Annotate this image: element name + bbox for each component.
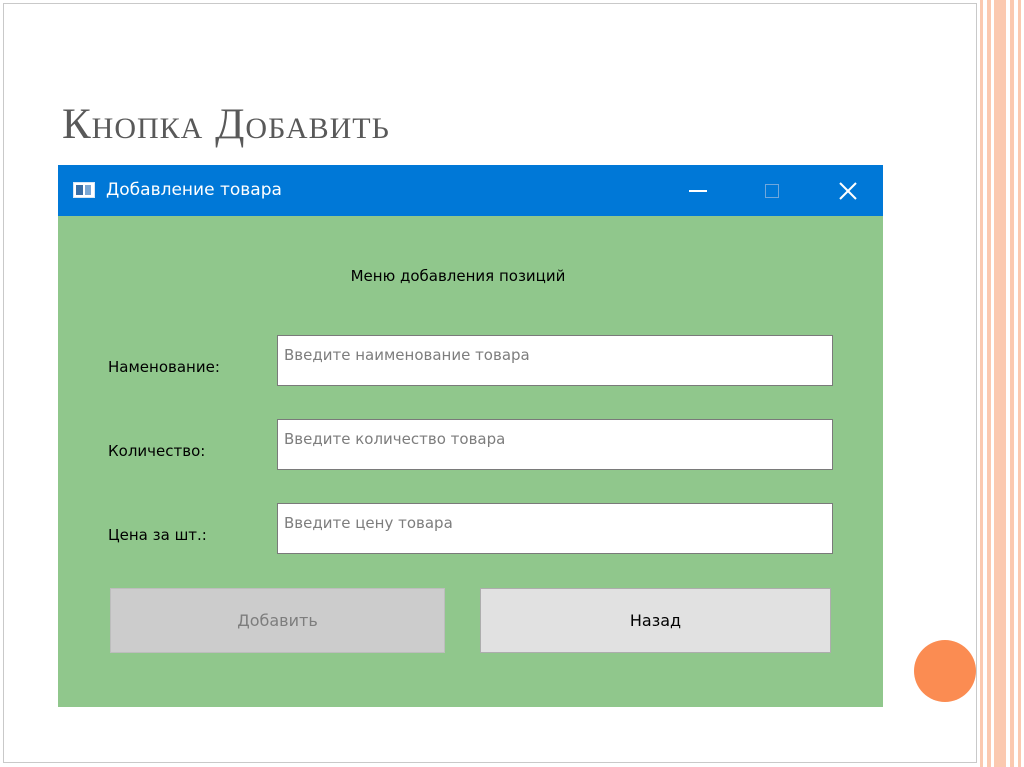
decorative-circle (914, 640, 976, 702)
maximize-icon (765, 184, 779, 198)
minimize-button[interactable] (668, 165, 728, 216)
close-button[interactable] (818, 165, 878, 216)
price-label: Цена за шт.: (108, 526, 207, 544)
name-label: Наменование: (108, 358, 220, 376)
app-icon (73, 182, 95, 198)
close-icon (839, 182, 857, 200)
maximize-button[interactable] (742, 165, 802, 216)
decorative-stripes (980, 0, 1024, 767)
back-button[interactable]: Назад (480, 588, 831, 653)
price-input[interactable] (277, 503, 833, 554)
add-product-dialog (58, 165, 883, 707)
quantity-input[interactable] (277, 419, 833, 470)
form-heading: Меню добавления позиций (350, 267, 566, 285)
window-title: Добавление товара (106, 180, 282, 200)
window-titlebar[interactable] (58, 165, 883, 216)
name-input[interactable] (277, 335, 833, 386)
add-button[interactable]: Добавить (110, 588, 445, 653)
quantity-label: Количество: (108, 442, 206, 460)
minimize-icon (689, 190, 707, 192)
slide-title: Кнопка Добавить (62, 101, 390, 148)
